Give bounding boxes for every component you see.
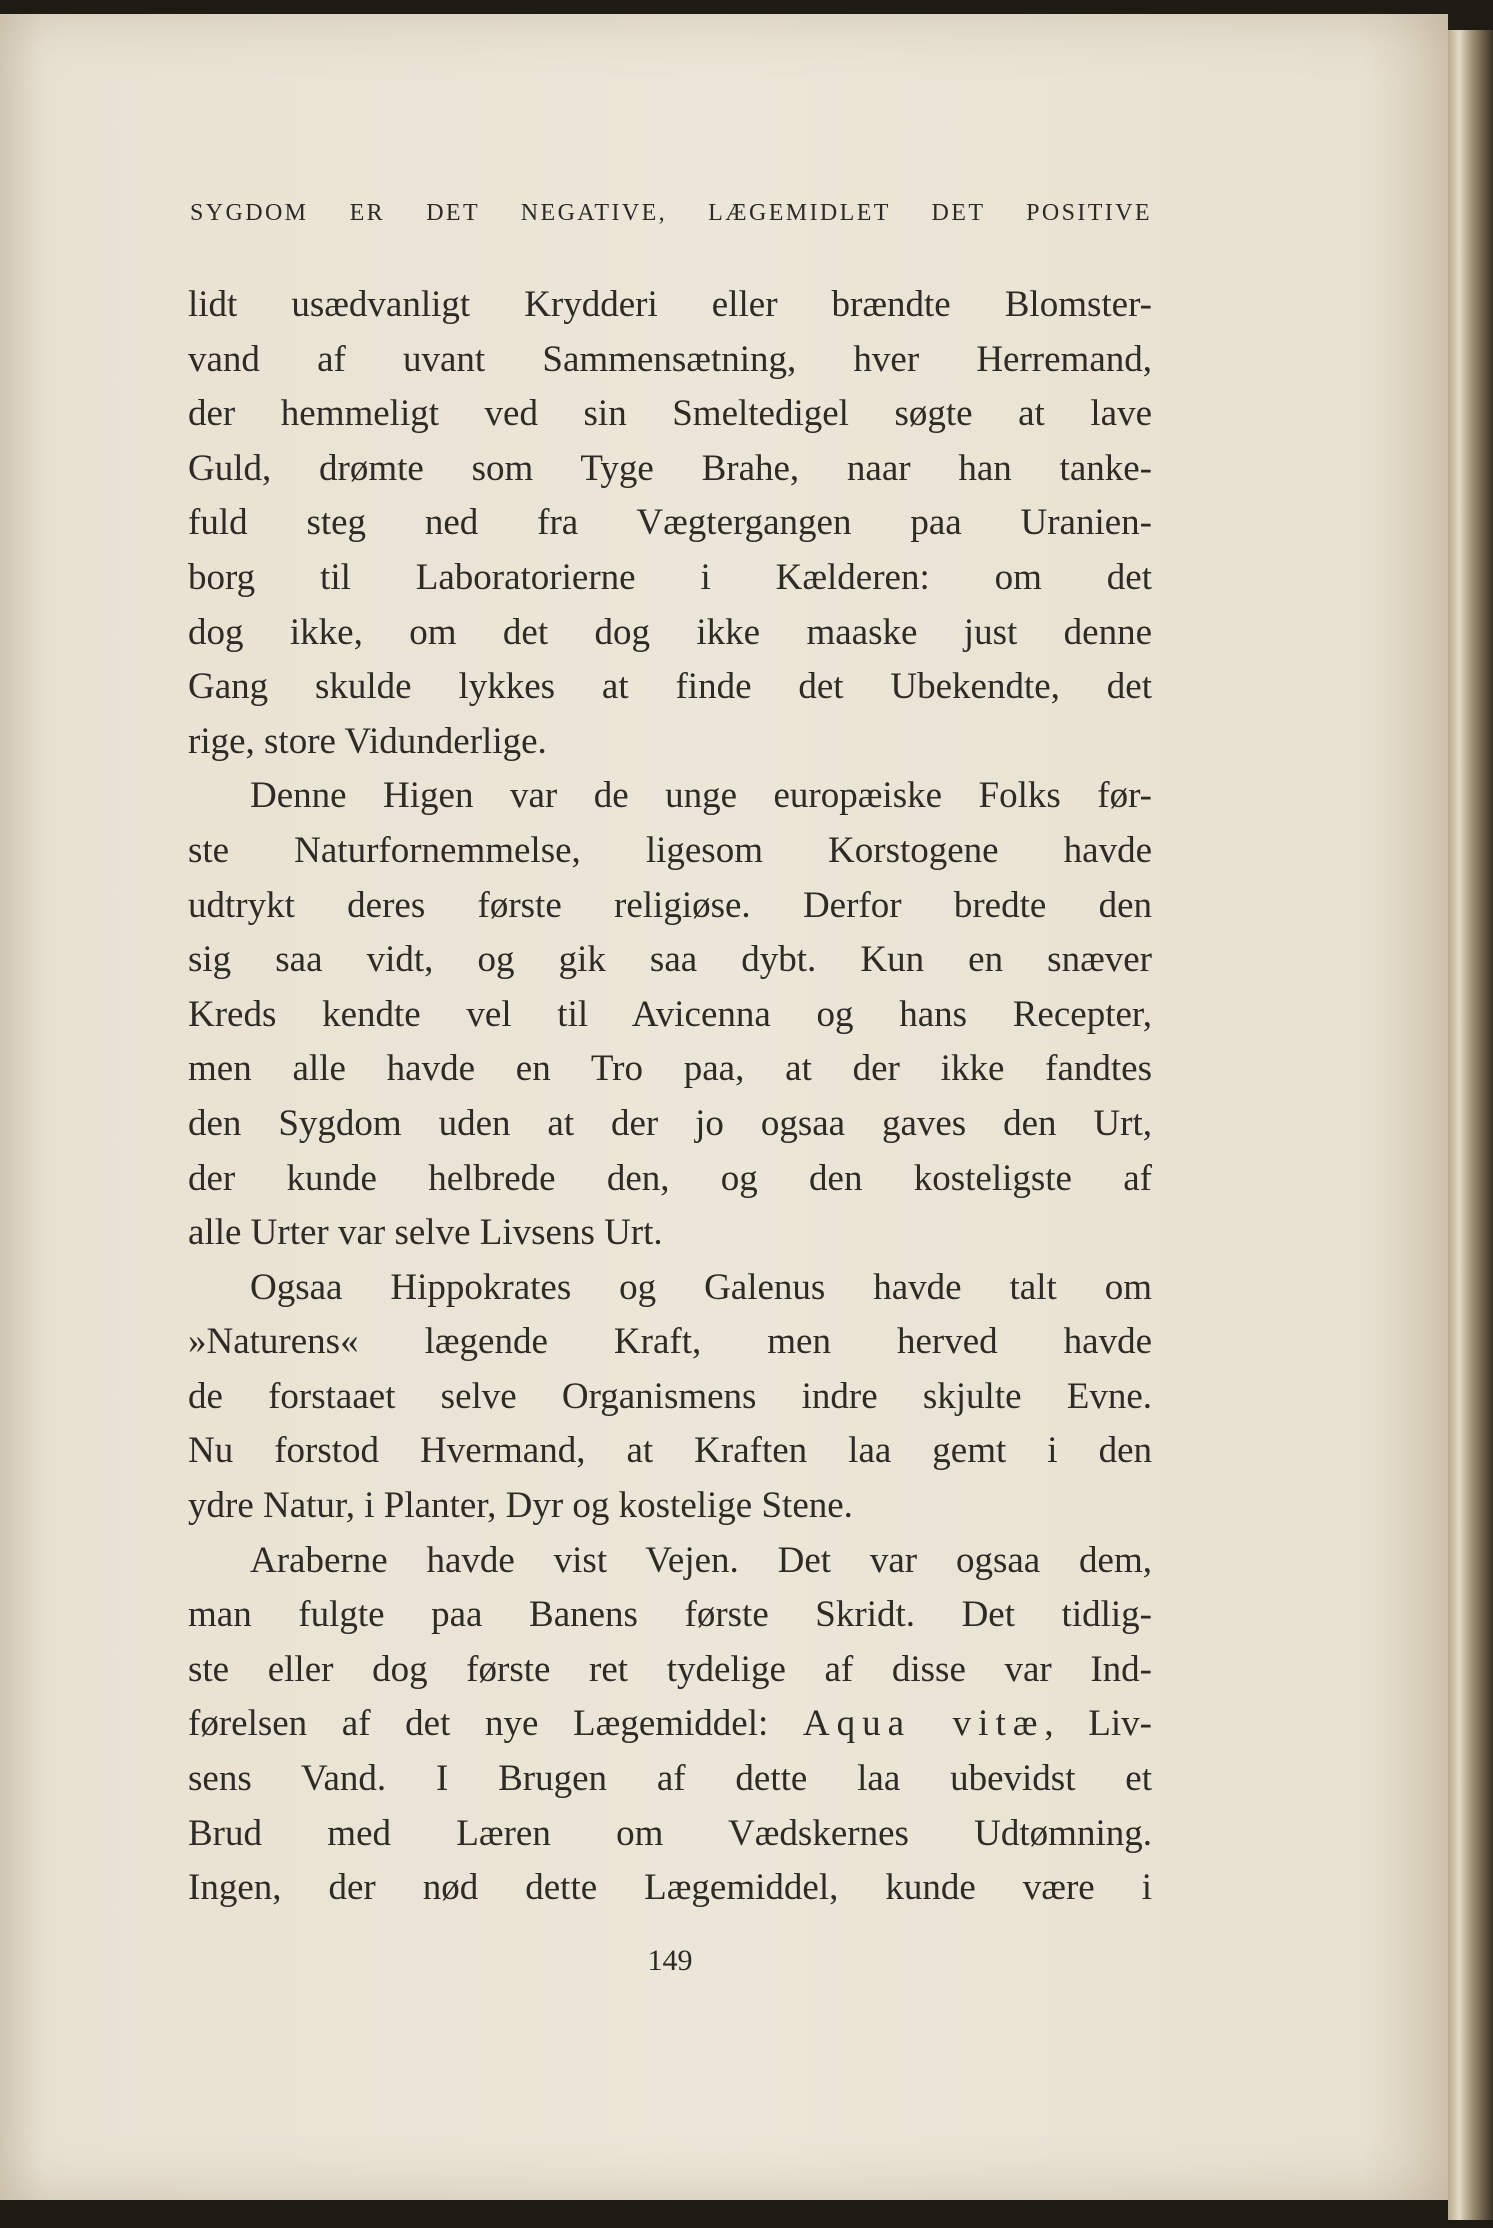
text-line: ydre Natur, i Planter, Dyr og kostelige Stene. [188, 1485, 853, 1527]
text-line: rige, store Vidunderlige. [188, 720, 547, 762]
text-line: fuld steg ned fra Vægtergangen paa Uranien- [188, 502, 1152, 544]
text-line: Gang skulde lykkes at finde det Ubekendte, det [188, 666, 1152, 708]
page-edge [1448, 30, 1493, 2220]
text-line: man fulgte paa Banens første Skridt. Det tidlig- [188, 1594, 1152, 1636]
text-line: dog ikke, om det dog ikke maaske just denne [188, 611, 1152, 653]
running-header: SYGDOM ER DET NEGATIVE, LÆGEMIDLET DET POSITIVE [190, 200, 1152, 226]
text-line: lidt usædvanligt Krydderi eller brændte Blomster- [188, 284, 1152, 325]
text-line: Ogsaa Hippokrates og Galenus havde talt om [250, 1266, 1152, 1308]
text-line: sens Vand. I Brugen af dette laa ubevidst et [188, 1758, 1152, 1800]
text-line: der hemmeligt ved sin Smeltedigel søgte at lave [188, 393, 1152, 435]
text-line: der kunde helbrede den, og den kosteligste af [188, 1157, 1152, 1199]
text-line: men alle havde en Tro paa, at der ikke fandtes [188, 1048, 1152, 1090]
text-line: ste eller dog første ret tydelige af disse var Ind- [188, 1648, 1152, 1690]
text-line: ste Naturfornemmelse, ligesom Korstogene havde [188, 829, 1152, 871]
text-line: de forstaaet selve Organismens indre skjulte Evne. [188, 1375, 1152, 1417]
body-text [188, 278, 1152, 1916]
text-line: Denne Higen var de unge europæiske Folks før- [250, 775, 1152, 817]
text-line: sig saa vidt, og gik saa dybt. Kun en snæver [188, 939, 1152, 981]
text-line: Ingen, der nød dette Lægemiddel, kunde være i [188, 1867, 1152, 1909]
text-line: Kreds kendte vel til Avicenna og hans Recepter, [188, 993, 1152, 1035]
page-number: 149 [647, 1944, 693, 1977]
text-line: alle Urter var selve Livsens Urt. [188, 1212, 663, 1254]
text-line: Araberne havde vist Vejen. Det var ogsaa dem, [250, 1539, 1152, 1581]
text-line: vand af uvant Sammensætning, hver Herremand, [188, 338, 1152, 380]
text-line [188, 1697, 1152, 1752]
text-segment: førelsen af det nye Lægemiddel: [188, 1703, 803, 1745]
text-line: borg til Laboratorierne i Kælderen: om det [188, 556, 1152, 598]
text-line: Nu forstod Hvermand, at Kraften laa gemt i den [188, 1430, 1152, 1472]
text-line: Guld, drømte som Tyge Brahe, naar han tanke- [188, 447, 1152, 489]
latin-term: Aqua vitæ [802, 1703, 1045, 1745]
text-segment: , Liv- [1044, 1703, 1152, 1745]
text-line: »Naturens« lægende Kraft, men herved havde [188, 1321, 1152, 1363]
text-line: den Sygdom uden at der jo ogsaa gaves den Urt, [188, 1102, 1152, 1144]
text-line: udtrykt deres første religiøse. Derfor bredte den [188, 884, 1152, 926]
text-line: Brud med Læren om Vædskernes Udtømning. [188, 1812, 1152, 1854]
